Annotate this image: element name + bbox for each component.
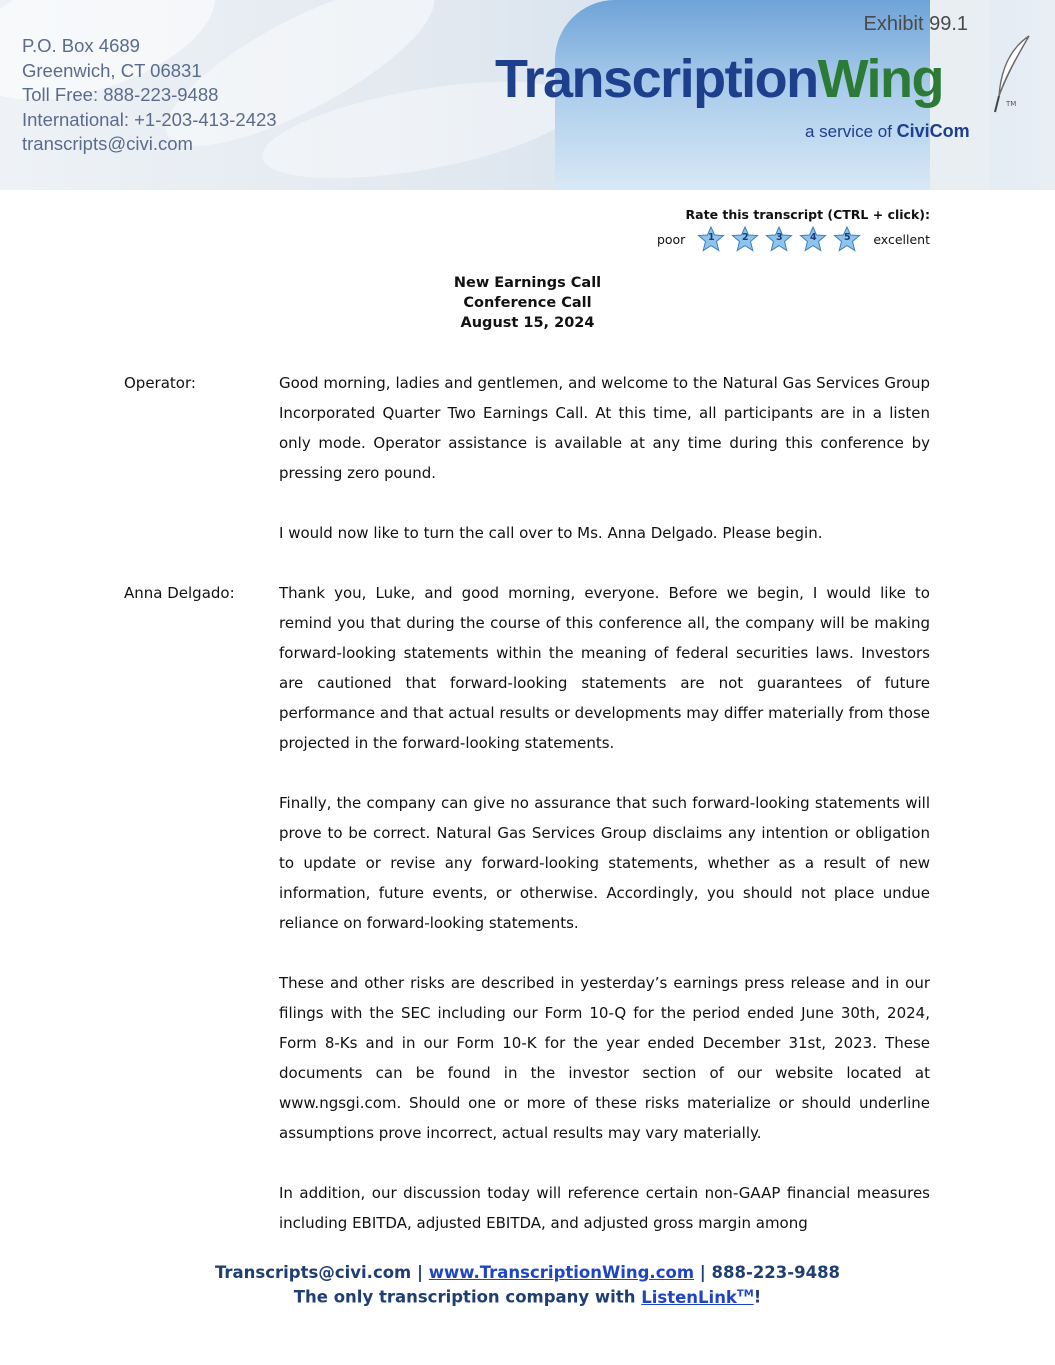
footer-contact-line [0,1262,1055,1283]
call-date: August 15, 2024 [460,315,595,331]
title-line-2: Conference Call [463,295,592,311]
remark-paragraph: Good morning, ladies and gentlemen, and welcome to the Natural Gas Services Group Incorporated Quarter Two Earnings Call. At this time, all participants are in a listen only mode. Operator assistance is available at any time during this conference by pressing zero pound. [279,374,930,482]
page-footer [0,1262,1055,1308]
rating-stars [697,226,861,252]
remark-paragraph: Thank you, Luke, and good morning, everyone. Before we begin, I would like to remind you that during the course of this conference all, the company will be making forward-looking statements within the meaning of federal securities laws. Investors are cautioned that forward-looking statements are not guarantees of future performance and that actual results or developments may differ materially from those projected in the forward-looking statements. [279,584,930,752]
rating-star-2[interactable] [731,226,759,252]
footer-separator: | [411,1263,429,1282]
rating-star-1[interactable] [697,226,725,252]
star-number: 2 [742,232,749,243]
listenlink-link[interactable] [641,1288,754,1307]
listenlink-trademark: TM [736,1288,754,1299]
tagline-text: The only transcription company with [293,1287,642,1307]
logo-trademark: TM [1006,100,1017,108]
rating-low-label: poor [656,231,686,247]
remark-paragraph: I would now like to turn the call over to Ms. Anna Delgado. Please begin. [279,524,823,542]
rating-title: Rate this transcript (CTRL + click): [685,207,930,222]
remark-paragraph: In addition, our discussion today will reference certain non-GAAP financial measures including EBITDA, adjusted EBITDA, and adjusted gross margin among [279,1184,930,1232]
quill-icon [993,34,1033,114]
footer-website-link[interactable]: www.TranscriptionWing.com [428,1263,695,1282]
address-line: P.O. Box 4689 [22,35,140,56]
speaker-remarks [279,578,930,1268]
transcript-entry [124,368,930,578]
listenlink-text: ListenLink [641,1287,737,1307]
remark-paragraph: Finally, the company can give no assurance that such forward-looking statements will prove to be correct. Natural Gas Services Group disclaims any intention or obligation to update or revise any forward-looking statements, whether as a result of new information, future events, or otherwise. Accordingly, you should not place undue reliance on forward-looking statements. [279,794,930,932]
service-prefix: a service of [805,122,892,141]
star-number: 5 [844,232,851,243]
speaker-name: Operator: [124,374,196,392]
contact-address [22,34,277,157]
address-line: Greenwich, CT 06831 [22,59,202,81]
exhibit-label: Exhibit 99.1 [863,13,968,35]
footer-tagline [0,1283,1055,1308]
header-banner [0,0,1055,190]
transcriptionwing-logo [495,48,943,110]
contact-email: transcripts@civi.com [22,133,193,154]
phone-tollfree: Toll Free: 888-223-9488 [22,84,219,105]
document-title [0,273,1055,333]
star-number: 4 [810,232,817,243]
rating-widget [657,226,930,252]
rating-high-label: excellent [873,231,930,247]
star-number: 3 [776,232,783,243]
transcript-body [124,368,930,1268]
transcript-entry [124,578,930,1268]
star-number: 1 [708,232,715,243]
tagline-text: ! [753,1287,762,1307]
footer-separator: | [694,1263,712,1282]
rating-star-3[interactable] [765,226,793,252]
service-tagline [805,121,970,142]
civicom-logo: CiviCom [896,121,970,141]
logo-part-wing: Wing [817,49,944,109]
logo-part-transcription: Transcription [495,49,818,109]
footer-email[interactable]: Transcripts@civi.com [214,1263,412,1282]
rating-star-5[interactable] [833,226,861,252]
rating-star-4[interactable] [799,226,827,252]
footer-phone: 888-223-9488 [711,1263,841,1282]
remark-paragraph: These and other risks are described in yesterday’s earnings press release and in our filings with the SEC including our Form 10-Q for the period ended June 30th, 2024, Form 8-Ks and in our Form 10-K for the year ended December 31st, 2023. These documents can be found in the investor section of our website located at www.ngsgi.com. Should one or more of these risks materialize or should underline assumptions prove incorrect, actual results may vary materially. [279,974,930,1142]
speaker-name: Anna Delgado: [124,584,235,602]
phone-international: International: +1-203-413-2423 [22,108,277,130]
speaker-remarks [279,368,930,578]
title-line-1: New Earnings Call [453,275,602,291]
